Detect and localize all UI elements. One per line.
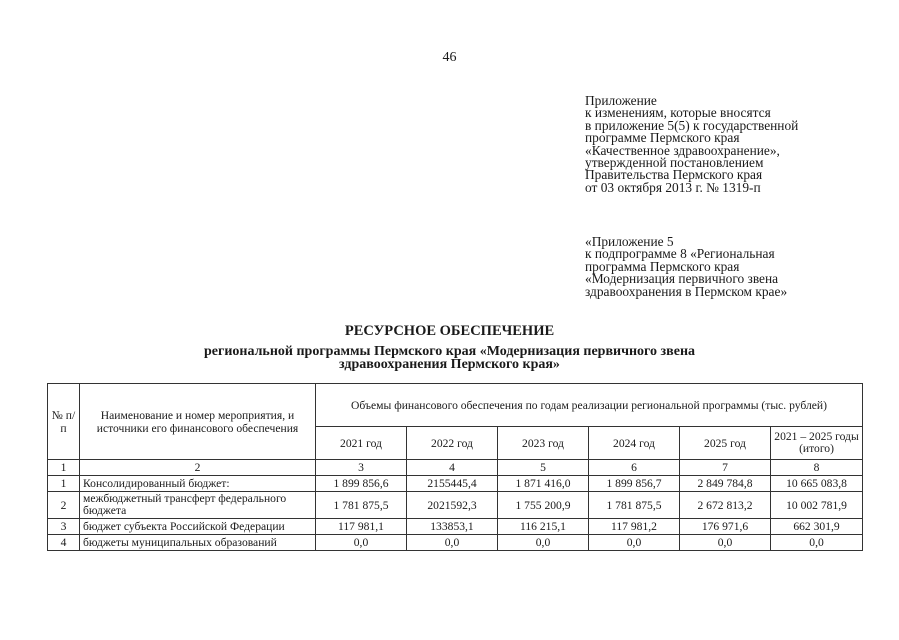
header-year: 2021 год <box>316 427 407 460</box>
row-name: бюджет субъекта Российской Федерации <box>80 519 316 535</box>
row-value: 0,0 <box>316 535 407 551</box>
index-cell: 4 <box>407 460 498 476</box>
appendix-5-line: «Приложение 5 <box>585 234 674 249</box>
appendix-5-line: «Модернизация первичного звена <box>585 271 779 287</box>
subtitle-line: региональной программы Пермского края «Модернизация первичного звена <box>203 344 696 359</box>
appendix-5-line: к подпрограмме 8 «Региональная <box>585 246 775 262</box>
appendix-line: программе Пермского края <box>585 130 740 146</box>
appendix-line: от 03 октября 2013 г. № 1319-п <box>585 179 761 195</box>
row-value: 10 665 083,8 <box>771 476 863 492</box>
header-year-total: 2021 – 2025 годы (итого) <box>771 427 863 460</box>
row-value: 0,0 <box>589 535 680 551</box>
row-name: бюджеты муниципальных образований <box>80 535 316 551</box>
row-value: 0,0 <box>498 535 589 551</box>
page-number: 46 <box>442 50 457 65</box>
row-value: 117 981,2 <box>589 519 680 535</box>
index-cell: 1 <box>48 460 80 476</box>
row-value: 1 899 856,7 <box>589 476 680 492</box>
row-value: 10 002 781,9 <box>771 492 863 519</box>
appendix-line: к изменениям, которые вносятся <box>585 105 771 121</box>
header-group: Объемы финансового обеспечения по годам реализации региональной программы (тыс. рублей) <box>316 384 863 427</box>
row-value: 116 215,1 <box>498 519 589 535</box>
row-value: 1 871 416,0 <box>498 476 589 492</box>
appendix-line: Приложение <box>585 93 657 108</box>
index-cell: 6 <box>589 460 680 476</box>
appendix-block <box>585 95 798 194</box>
resource-table <box>47 383 863 551</box>
header-year: 2024 год <box>589 427 680 460</box>
row-value: 0,0 <box>680 535 771 551</box>
row-num: 2 <box>48 492 80 519</box>
table-row <box>48 535 863 551</box>
row-value: 176 971,6 <box>680 519 771 535</box>
row-value: 1 781 875,5 <box>316 492 407 519</box>
subtitle-line: здравоохранения Пермского края» <box>339 357 560 372</box>
appendix-line: утвержденной постановлением <box>585 155 764 171</box>
appendix-5-line: здравоохранения в Пермском крае» <box>585 283 788 299</box>
row-value: 2155445,4 <box>407 476 498 492</box>
row-name: межбюджетный трансферт федерального бюджета <box>80 492 316 519</box>
appendix-line: Правительства Пермского края <box>585 167 763 183</box>
appendix-line: в приложение 5(5) к государственной <box>585 117 799 133</box>
index-cell: 7 <box>680 460 771 476</box>
row-num: 1 <box>48 476 80 492</box>
row-value: 1 755 200,9 <box>498 492 589 519</box>
header-num: № п/п <box>48 384 80 460</box>
row-value: 2 849 784,8 <box>680 476 771 492</box>
row-value: 0,0 <box>771 535 863 551</box>
row-value: 2 672 813,2 <box>680 492 771 519</box>
table-row <box>48 476 863 492</box>
appendix-5-line: программа Пермского края <box>585 258 740 274</box>
row-value: 1 899 856,6 <box>316 476 407 492</box>
index-cell: 3 <box>316 460 407 476</box>
table-index-row <box>48 460 863 476</box>
row-value: 117 981,1 <box>316 519 407 535</box>
header-name: Наименование и номер мероприятия, и источники его финансового обеспечения <box>80 384 316 460</box>
header-year: 2023 год <box>498 427 589 460</box>
index-cell: 2 <box>80 460 316 476</box>
row-value: 0,0 <box>407 535 498 551</box>
row-value: 2021592,3 <box>407 492 498 519</box>
table-row <box>48 519 863 535</box>
row-num: 3 <box>48 519 80 535</box>
row-name: Консолидированный бюджет: <box>80 476 316 492</box>
appendix-line: «Качественное здравоохранение», <box>585 142 780 158</box>
header-year: 2022 год <box>407 427 498 460</box>
table-header-row <box>48 384 863 427</box>
index-cell: 8 <box>771 460 863 476</box>
appendix-5-block <box>585 236 787 298</box>
index-cell: 5 <box>498 460 589 476</box>
row-value: 133853,1 <box>407 519 498 535</box>
row-value: 662 301,9 <box>771 519 863 535</box>
row-num: 4 <box>48 535 80 551</box>
document-subtitle <box>0 345 899 371</box>
document-title: РЕСУРСНОЕ ОБЕСПЕЧЕНИЕ <box>344 323 555 339</box>
row-value: 1 781 875,5 <box>589 492 680 519</box>
table-row <box>48 492 863 519</box>
header-year: 2025 год <box>680 427 771 460</box>
